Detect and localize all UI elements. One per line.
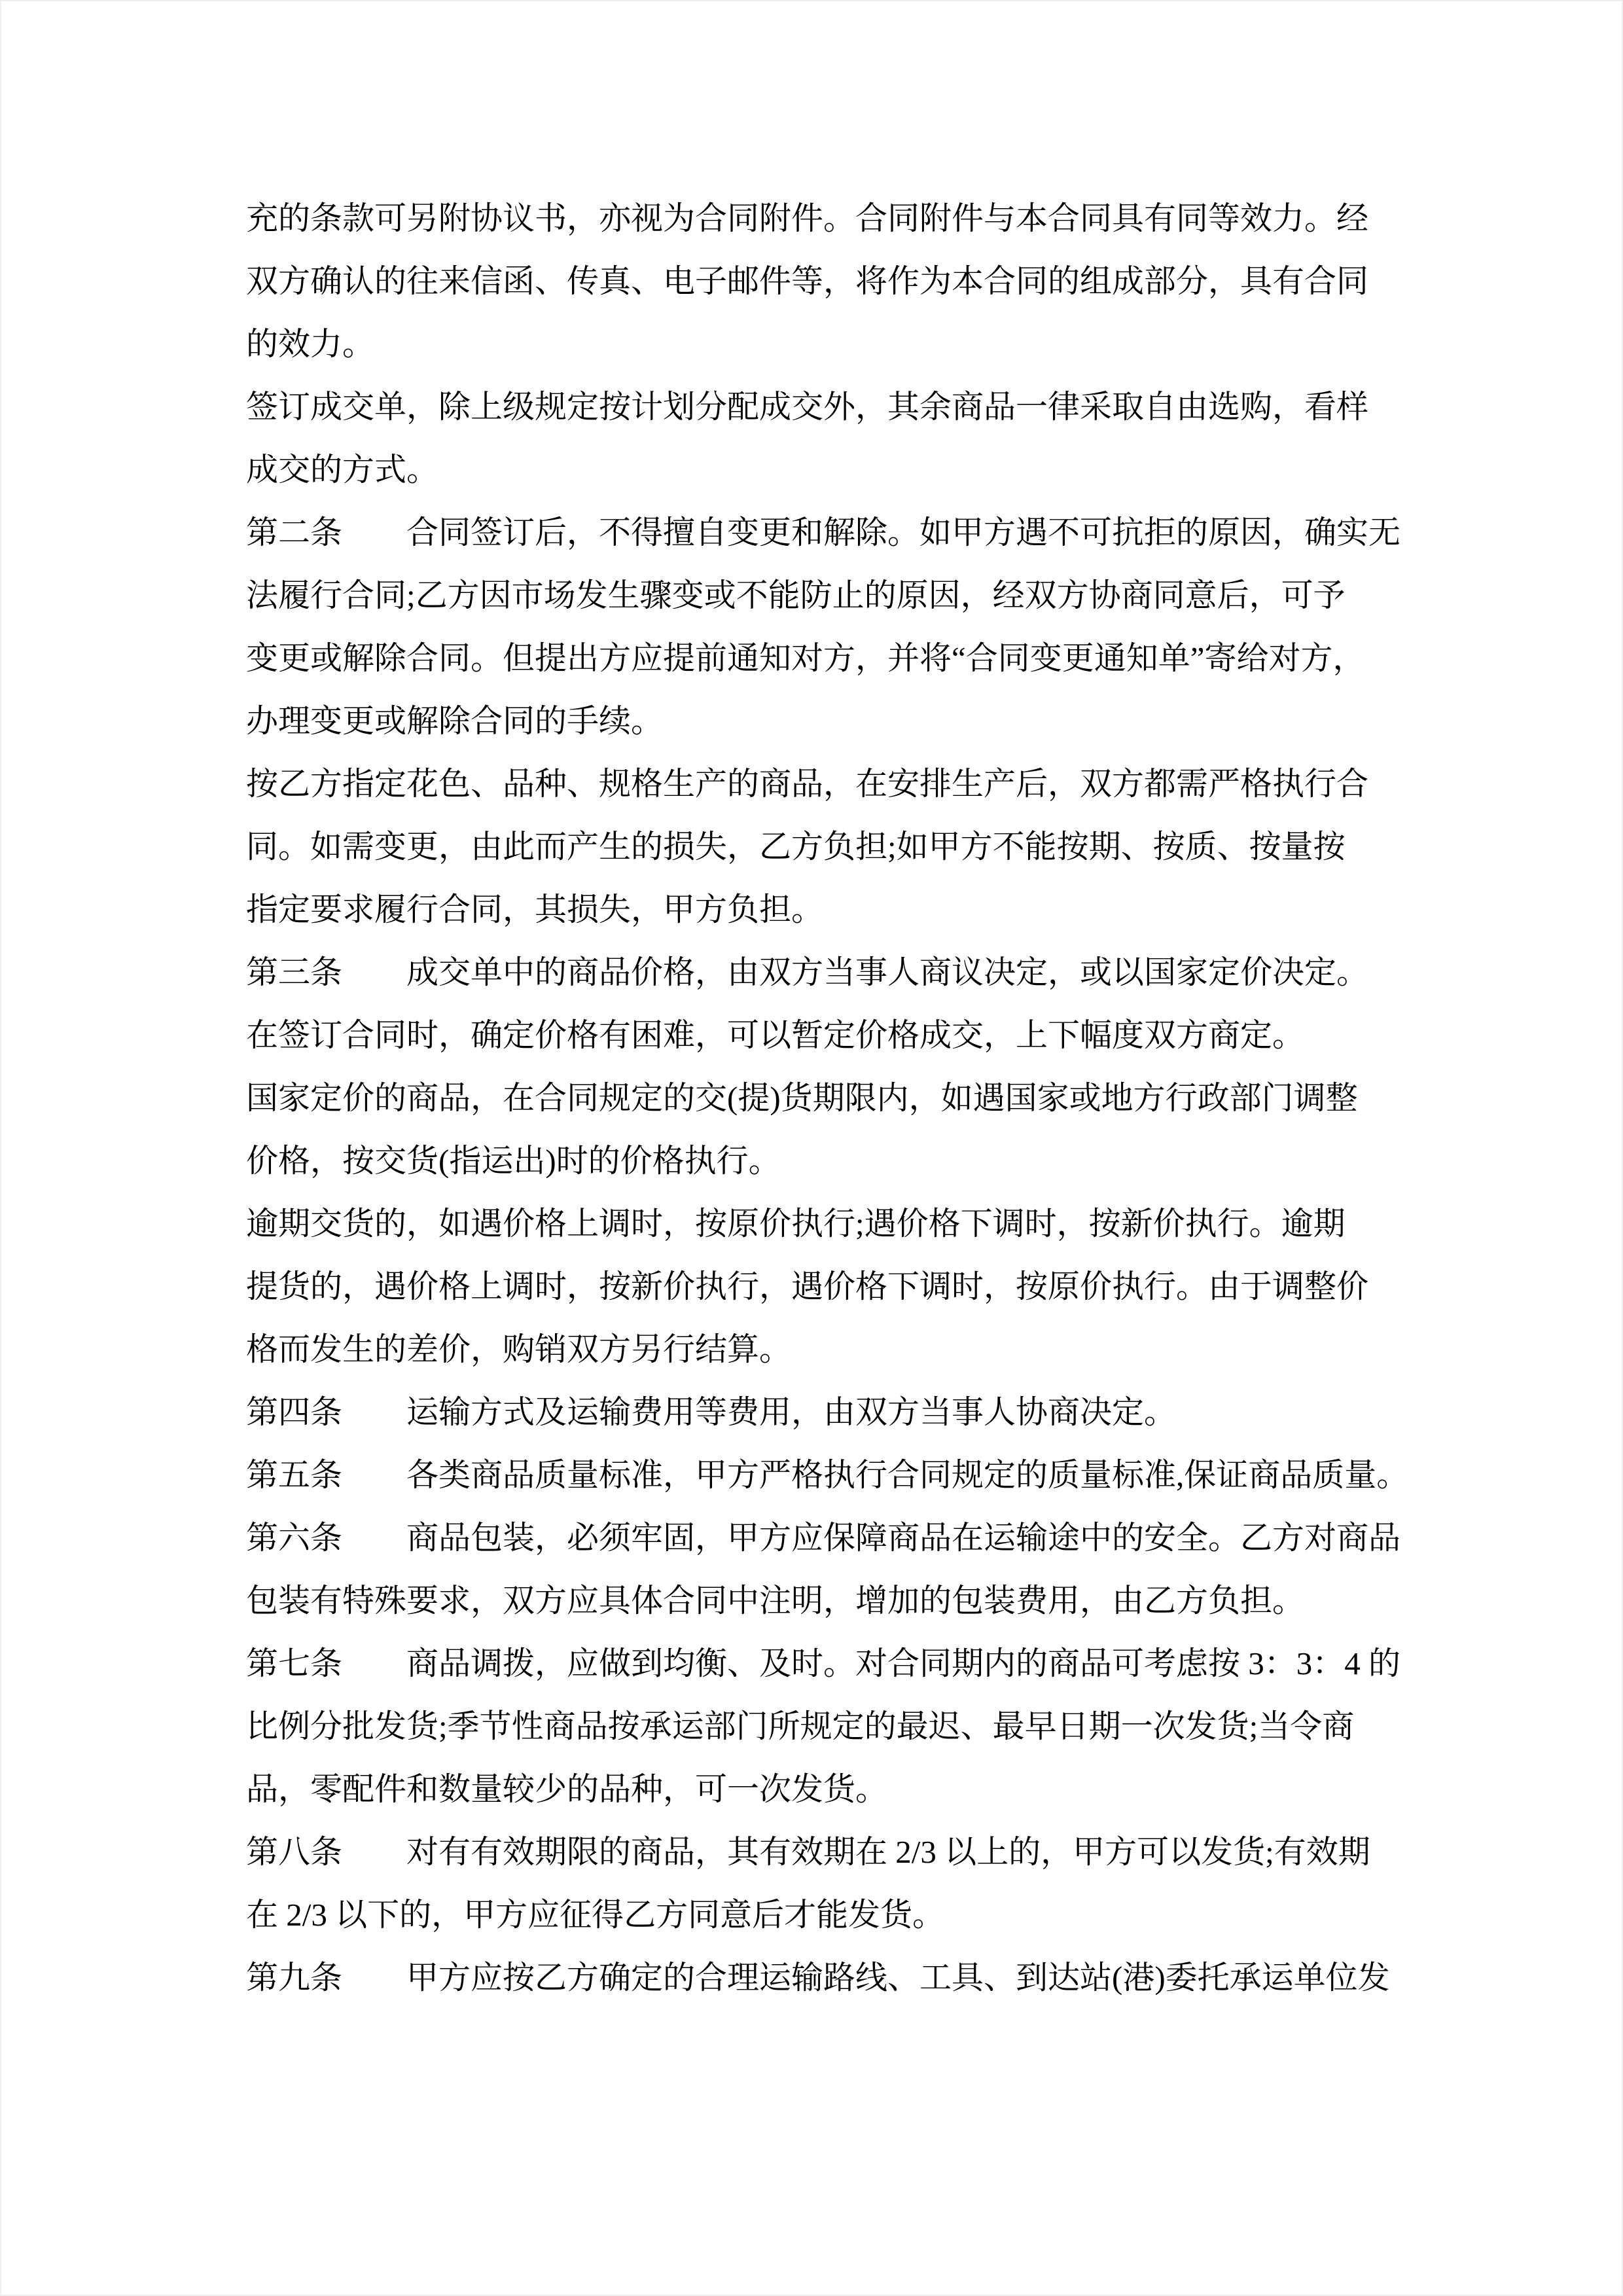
text-line: 第五条 各类商品质量标准，甲方严格执行合同规定的质量标准,保证商品质量。 [246,1457,1409,1493]
text-line: 充的条款可另附协议书，亦视为合同附件。合同附件与本合同具有同等效力。经 [246,200,1369,236]
text-line: 的效力。 [246,326,375,362]
text-line: 格而发生的差价，购销双方另行结算。 [246,1331,792,1367]
text-line: 逾期交货的，如遇价格上调时，按原价执行;遇价格下调时，按新价执行。逾期 [246,1206,1346,1242]
text-line: 价格，按交货(指运出)时的价格执行。 [246,1143,781,1179]
text-line: 第九条 甲方应按乙方确定的合理运输路线、工具、到达站(港)委托承运单位发 [246,1960,1390,1996]
text-line: 签订成交单，除上级规定按计划分配成交外，其余商品一律采取自由选购，看样 [246,389,1369,425]
text-line: 指定要求履行合同，其损失，甲方负担。 [246,891,824,927]
document-body [246,187,1418,2009]
text-line: 双方确认的往来信函、传真、电子邮件等，将作为本合同的组成部分，具有合同 [246,263,1369,299]
text-line: 第六条 商品包装，必须牢固，甲方应保障商品在运输途中的安全。乙方对商品 [246,1520,1401,1556]
text-line: 第三条 成交单中的商品价格，由双方当事人商议决定，或以国家定价决定。 [246,954,1369,990]
text-line: 法履行合同;乙方因市场发生骤变或不能防止的原因，经双方协商同意后，可予 [246,577,1346,613]
text-line: 在 2/3 以下的，甲方应征得乙方同意后才能发货。 [246,1897,945,1933]
text-line: 品，零配件和数量较少的品种，可一次发货。 [246,1771,888,1807]
text-line: 国家定价的商品，在合同规定的交(提)货期限内，如遇国家或地方行政部门调整 [246,1080,1358,1116]
text-line: 第四条 运输方式及运输费用等费用，由双方当事人协商决定。 [246,1394,1177,1430]
text-line: 包装有特殊要求，双方应具体合同中注明，增加的包装费用，由乙方负担。 [246,1583,1305,1619]
text-line: 按乙方指定花色、品种、规格生产的商品，在安排生产后，双方都需严格执行合 [246,766,1369,802]
text-line: 变更或解除合同。但提出方应提前通知对方，并将“合同变更通知单”寄给对方， [246,640,1365,676]
text-line: 提货的，遇价格上调时，按新价执行，遇价格下调时，按原价执行。由于调整价 [246,1268,1369,1304]
text-line: 同。如需变更，由此而产生的损失，乙方负担;如甲方不能按期、按质、按量按 [246,829,1346,865]
text-line: 办理变更或解除合同的手续。 [246,703,664,739]
text-line: 在签订合同时，确定价格有困难，可以暂定价格成交，上下幅度双方商定。 [246,1017,1305,1053]
text-line: 比例分批发货;季节性商品按承运部门所规定的最迟、最早日期一次发货;当令商 [246,1708,1355,1744]
text-line: 第二条 合同签订后，不得擅自变更和解除。如甲方遇不可抗拒的原因，确实无 [246,514,1401,550]
text-line: 第八条 对有有效期限的商品，其有效期在 2/3 以上的，甲方可以发货;有效期 [246,1834,1370,1870]
text-line: 第七条 商品调拨，应做到均衡、及时。对合同期内的商品可考虑按 3：3：4 的 [246,1645,1401,1681]
text-line: 成交的方式。 [246,452,439,488]
